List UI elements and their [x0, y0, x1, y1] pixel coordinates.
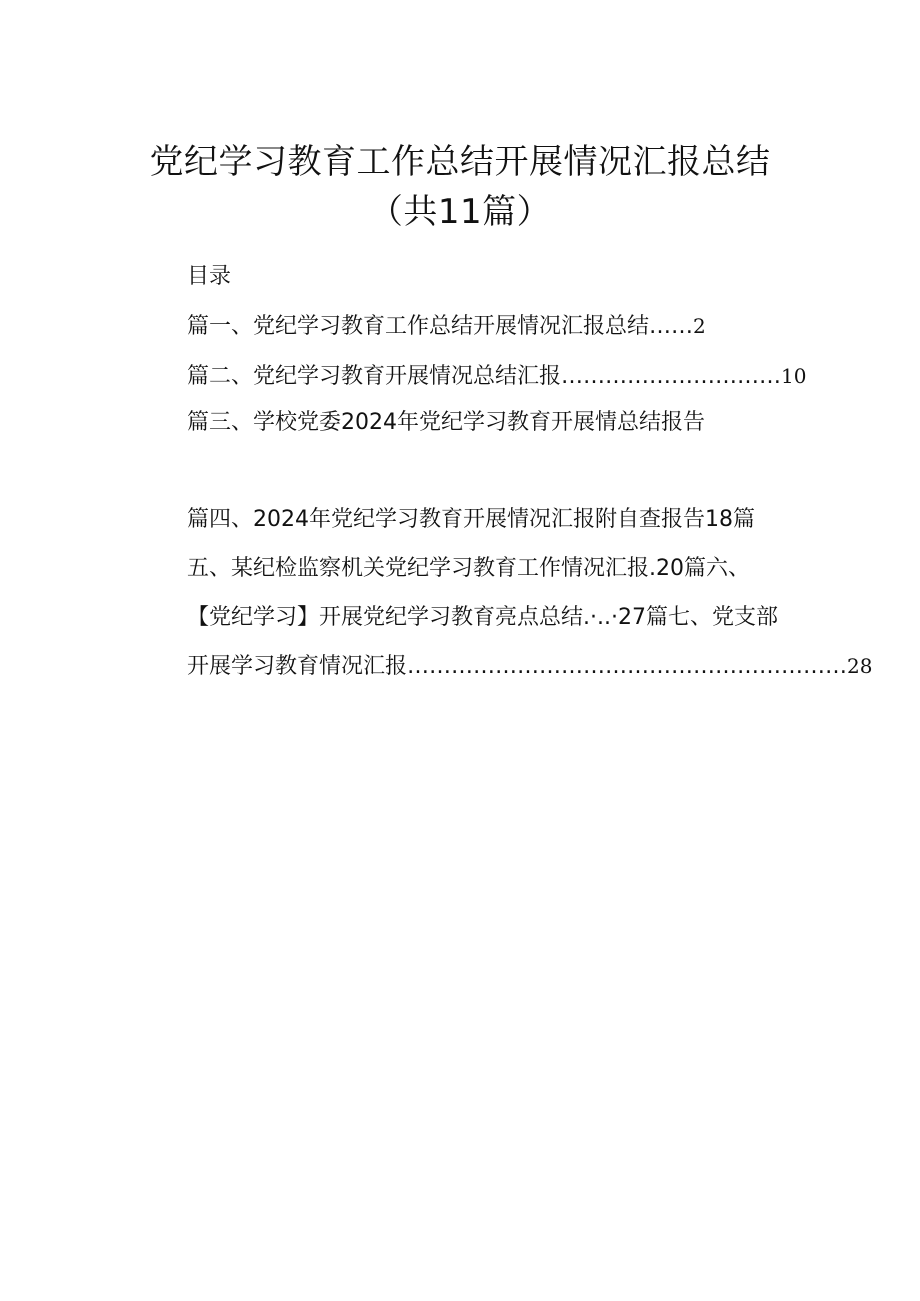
toc-entry-5[interactable]: 五、某纪检监察机关党纪学习教育工作情况汇报.20篇六、 [187, 556, 750, 581]
toc-entry-text: 篇一、党纪学习教育工作总结开展情况汇报总结 [187, 314, 650, 339]
toc-entry-leader: …………………………………………………… [407, 654, 848, 679]
toc-entry-7[interactable] [187, 651, 872, 682]
toc-entry-text: 篇二、党纪学习教育开展情况总结汇报 [187, 364, 562, 389]
toc-entry-page: 28 [847, 654, 873, 678]
toc-entry-page: 10 [781, 364, 807, 388]
document-subtitle: （共11篇） [368, 192, 552, 232]
toc-entry-4[interactable]: 篇四、2024年党纪学习教育开展情况汇报附自查报告18篇 [187, 507, 755, 532]
document-title: 党纪学习教育工作总结开展情况汇报总结 [149, 142, 771, 182]
toc-entry-1[interactable] [187, 311, 706, 342]
toc-entry-leader: ………………………… [561, 364, 782, 389]
toc-entry-page: 2 [693, 314, 706, 338]
toc-entry-3[interactable]: 篇三、学校党委2024年党纪学习教育开展情总结报告 [187, 410, 705, 435]
toc-entry-2[interactable] [187, 361, 806, 392]
toc-entry-leader: …… [649, 314, 694, 339]
toc-entry-text: 开展学习教育情况汇报 [187, 654, 408, 679]
toc-entry-6[interactable]: 【党纪学习】开展党纪学习教育亮点总结.·..·27篇七、党支部 [187, 605, 778, 630]
toc-heading: 目录 [187, 264, 232, 289]
